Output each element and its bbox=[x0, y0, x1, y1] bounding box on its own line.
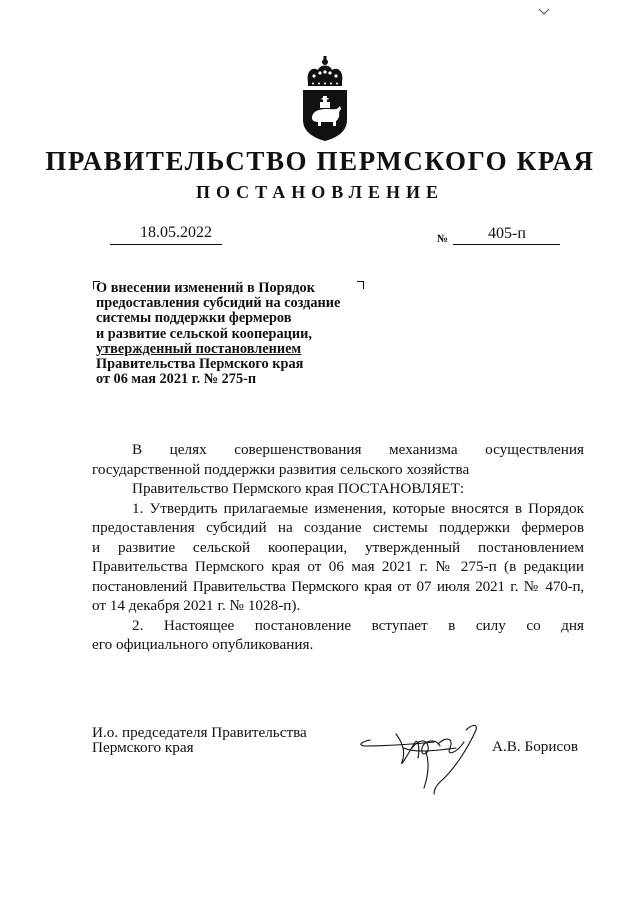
signatory-position-line: И.о. председателя Правительства bbox=[92, 724, 307, 741]
signatory-name: А.В. Борисов bbox=[492, 738, 579, 755]
body-line: 2. Настоящее постановление вступает в силу со дня bbox=[132, 616, 584, 634]
number-underline bbox=[453, 244, 560, 245]
body-line: 1. Утвердить прилагаемые изменения, которые вносятся в Порядок bbox=[132, 499, 584, 517]
perm-krai-coat-of-arms-icon bbox=[296, 56, 354, 142]
document-number: 405-п bbox=[488, 225, 526, 242]
body-line: В целях совершенствования механизма осуществления bbox=[132, 441, 584, 458]
document-type: ПОСТАНОВЛЕНИЕ bbox=[195, 182, 445, 202]
body-line: постановлений Правительства Пермского края от 07 июля 2021 г. № 470-п, bbox=[92, 577, 584, 595]
number-prefix: № bbox=[437, 233, 449, 245]
document-date: 18.05.2022 bbox=[140, 224, 212, 241]
subject-line: предоставления субсидий на создание bbox=[96, 295, 341, 312]
document-body bbox=[92, 440, 584, 655]
handwritten-signature-icon bbox=[356, 718, 491, 796]
body-line: Правительство Пермского края ПОСТАНОВЛЯЕТ: bbox=[132, 480, 465, 497]
subject-line: утвержденный постановлением bbox=[96, 340, 302, 357]
government-title: ПРАВИТЕЛЬСТВО ПЕРМСКОГО КРАЯ bbox=[45, 146, 595, 176]
body-line: предоставления субсидий на создание системы поддержки фермеров bbox=[92, 519, 584, 536]
body-line: от 14 декабря 2021 г. № 1028-п). bbox=[92, 597, 301, 614]
body-line: Правительства Пермского края от 06 мая 2021 г. № 275-п (в редакции bbox=[92, 558, 584, 575]
subject-line: от 06 мая 2021 г. № 275-п bbox=[96, 371, 257, 388]
tick-mark bbox=[538, 8, 550, 16]
subject-line: и развитие сельской кооперации, bbox=[96, 325, 312, 342]
body-line: и развитие сельской кооперации, утвержденный постановлением bbox=[92, 538, 584, 556]
body-line: его официального опубликования. bbox=[92, 636, 314, 653]
subject-line: системы поддержки фермеров bbox=[96, 310, 292, 327]
body-line: государственной поддержки развития сельского хозяйства bbox=[92, 460, 470, 478]
date-underline bbox=[110, 244, 222, 245]
subject-line: О внесении изменений в Порядок bbox=[96, 280, 315, 296]
signatory-position bbox=[92, 725, 307, 755]
document-subject bbox=[96, 281, 386, 387]
subject-line: Правительства Пермского края bbox=[96, 356, 304, 373]
signatory-position-line: Пермского края bbox=[92, 739, 194, 756]
